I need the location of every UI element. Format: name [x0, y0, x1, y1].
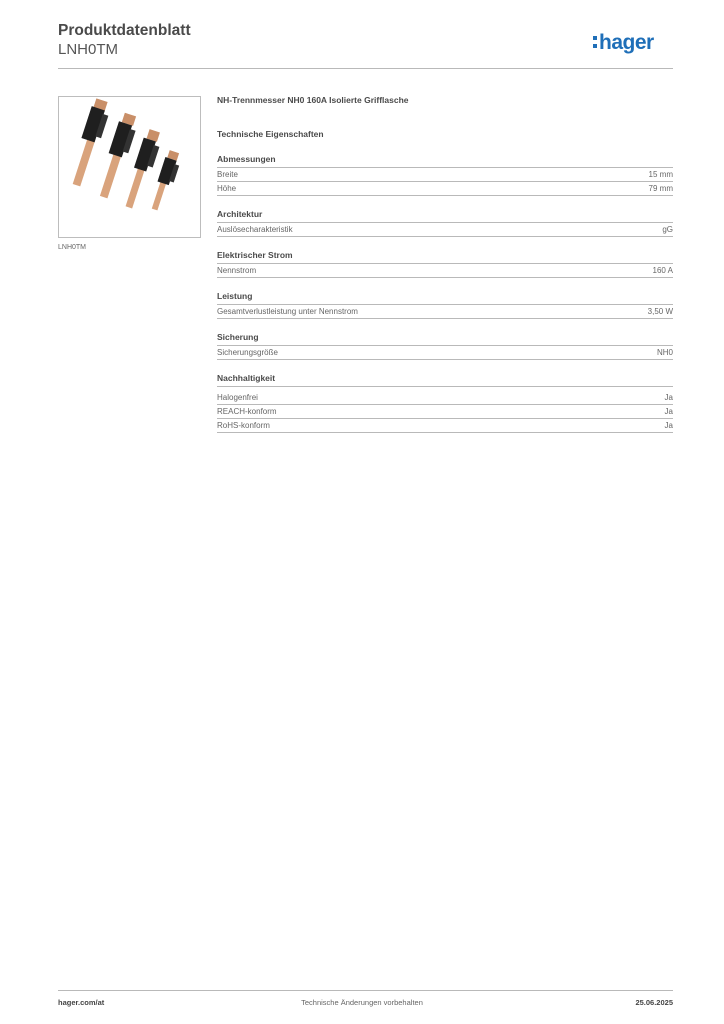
footer-date: 25.06.2025	[635, 998, 673, 1007]
product-details	[217, 95, 673, 446]
group-abmessungen	[217, 154, 673, 196]
group-title: Elektrischer Strom	[217, 250, 673, 264]
property-label: Sicherungsgröße	[217, 348, 278, 357]
product-image	[58, 96, 201, 238]
footer-notice: Technische Änderungen vorbehalten	[301, 998, 423, 1007]
property-row	[217, 405, 673, 419]
group-title: Sicherung	[217, 332, 673, 346]
property-label: Auslösecharakteristik	[217, 225, 293, 234]
property-row	[217, 182, 673, 196]
group-title: Architektur	[217, 209, 673, 223]
section-title: Technische Eigenschaften	[217, 129, 324, 139]
property-row	[217, 168, 673, 182]
image-caption: LNH0TM	[58, 244, 87, 251]
property-label: REACH-konform	[217, 407, 277, 416]
document-title: Produktdatenblatt	[58, 22, 191, 39]
property-row	[217, 305, 673, 319]
property-value: NH0	[656, 348, 673, 357]
property-value: 79 mm	[648, 184, 673, 193]
product-code: LNH0TM	[58, 41, 119, 58]
property-row	[217, 419, 673, 433]
page-header	[58, 20, 673, 70]
property-value: 3,50 W	[647, 307, 673, 316]
property-label: Halogenfrei	[217, 393, 258, 402]
property-row	[217, 264, 673, 278]
property-row	[217, 391, 673, 405]
product-name: NH-Trennmesser NH0 160A Isolierte Grifflasche	[217, 95, 409, 105]
property-label: Breite	[217, 170, 238, 179]
property-value: gG	[662, 225, 673, 234]
property-value: Ja	[664, 421, 673, 430]
group-architektur	[217, 209, 673, 237]
property-value: 160 A	[652, 266, 673, 275]
property-value: Ja	[664, 407, 673, 416]
footer-divider	[58, 990, 673, 991]
group-title: Nachhaltigkeit	[217, 373, 673, 387]
footer-website: hager.com/at	[58, 998, 105, 1007]
group-title: Abmessungen	[217, 154, 673, 168]
property-value: 15 mm	[648, 170, 673, 179]
property-label: Höhe	[217, 184, 237, 193]
property-label: Gesamtverlustleistung unter Nennstrom	[217, 307, 358, 316]
property-row	[217, 346, 673, 360]
hager-logo	[593, 28, 673, 56]
group-leistung	[217, 291, 673, 319]
property-value: Ja	[664, 393, 673, 402]
group-sicherung	[217, 332, 673, 360]
group-title: Leistung	[217, 291, 673, 305]
group-elektrischer-strom	[217, 250, 673, 278]
svg-text:hager: hager	[599, 31, 654, 54]
group-nachhaltigkeit	[217, 373, 673, 433]
property-label: Nennstrom	[217, 266, 257, 275]
header-divider	[58, 68, 673, 69]
property-label: RoHS-konform	[217, 421, 270, 430]
property-row	[217, 223, 673, 237]
